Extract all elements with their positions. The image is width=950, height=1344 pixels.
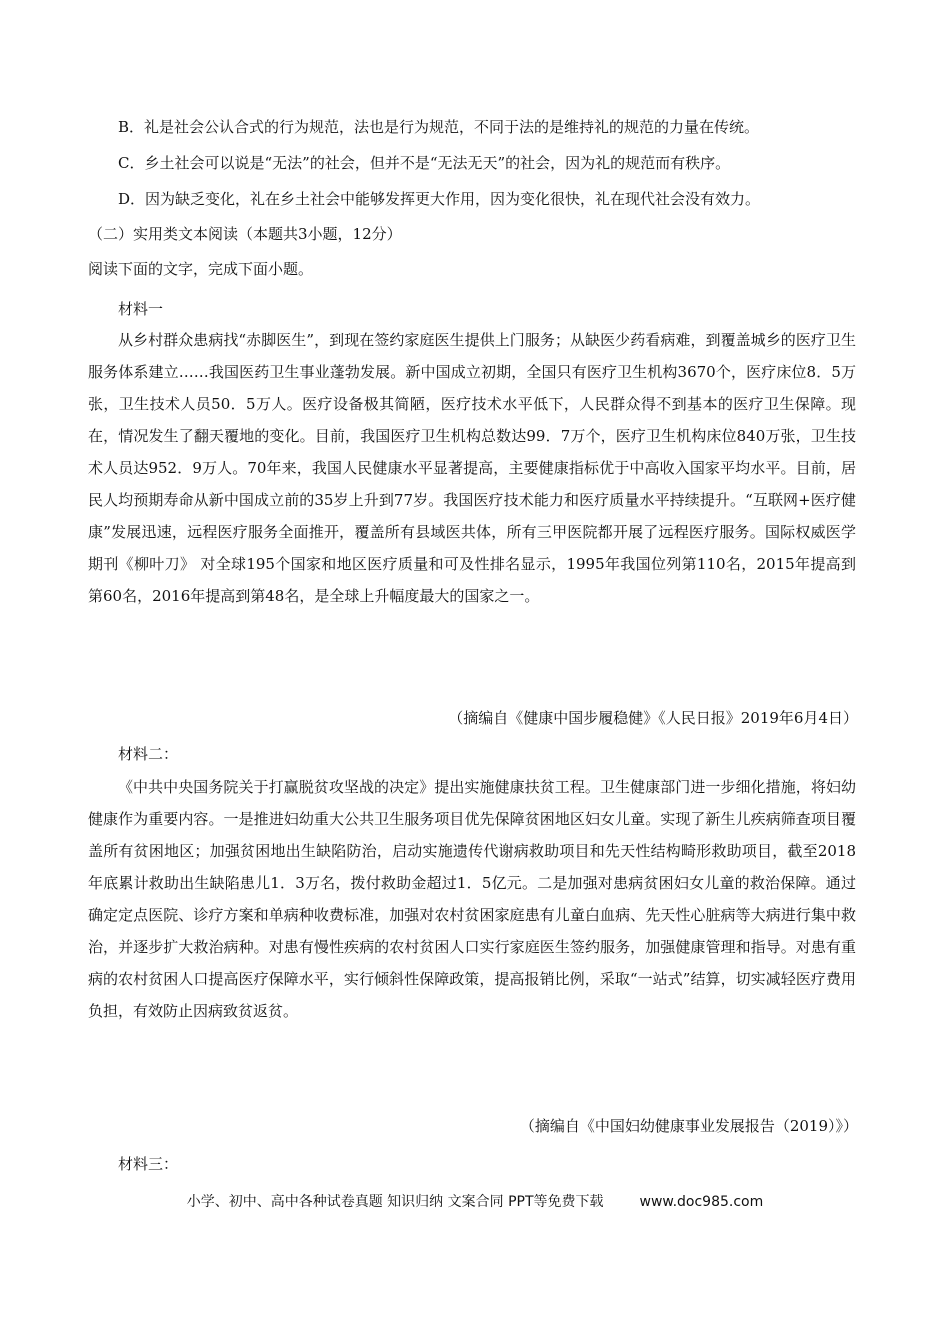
material-3-title: 材料三： (118, 1155, 179, 1173)
material-2-title: 材料二： (118, 745, 179, 763)
material-2-source: （摘编自《中国妇幼健康事业发展报告（2019）》） (519, 1117, 858, 1135)
material-1-title: 材料一 (118, 300, 164, 318)
material-1-source: （摘编自《健康中国步履稳健》《人民日报》2019年6月4日） (448, 709, 858, 727)
page-footer (0, 1192, 950, 1212)
option-d: D．因为缺乏变化，礼在乡土社会中能够发挥更大作用，因为变化很快，礼在现代社会没有效力。 (118, 190, 761, 208)
footer-site-link[interactable]: www.doc985.com (639, 1194, 764, 1210)
section-instruction: 阅读下面的文字，完成下面小题。 (88, 260, 314, 278)
footer-text: 小学、初中、高中各种试卷真题 知识归纳 文案合同 PPT等免费下载 (186, 1194, 604, 1210)
material-2-text: 《中共中央国务院关于打赢脱贫攻坚战的决定》提出实施健康扶贫工程。卫生健康部门进一步细化措施，将妇幼健康作为重要内容。一是推进妇幼重大公共卫生服务项目优先保障贫困地区妇女儿童。实现了新生儿疾病筛查项目覆盖所有贫困地区；加强贫困地出生缺陷防治，启动实施遗传代谢病救助项目和先天性结构畸形救助项目，截至2018年底累计救助出生缺陷患儿1．3万名，拨付救助金超过1．5亿元。二是加强对患病贫困妇女儿童的救治保障。通过确定定点医院、诊疗方案和单病种收费标准，加强对农村贫困家庭患有儿童白血病、先天性心脏病等大病进行集中救治，并逐步扩大救治病种。对患有慢性疾病的农村贫困人口实行家庭医生签约服务，加强健康管理和指导。对患有重病的农村贫困人口提高医疗保障水平，实行倾斜性保障政策，提高报销比例，采取“一站式”结算，切实减轻医疗费用负担，有效防止因病致贫返贫。 (88, 778, 856, 1020)
material-1-text: 从乡村群众患病找“赤脚医生”，到现在签约家庭医生提供上门服务；从缺医少药看病难，到覆盖城乡的医疗卫生服务体系建立……我国医药卫生事业蓬勃发展。新中国成立初期，全国只有医疗卫生机构3670个，医疗床位8．5万张，卫生技术人员50．5万人。医疗设备极其简陋，医疗技术水平低下，人民群众得不到基本的医疗卫生保障。现在，情况发生了翻天覆地的变化。目前，我国医疗卫生机构总数达99．7万个，医疗卫生机构床位840万张，卫生技术人员达952．9万人。70年来，我国人民健康水平显著提高，主要健康指标优于中高收入国家平均水平。目前，居民人均预期寿命从新中国成立前的35岁上升到77岁。我国医疗技术能力和医疗质量水平持续提升。“互联网+医疗健康”发展迅速，远程医疗服务全面推开，覆盖所有县域医共体，所有三甲医院都开展了远程医疗服务。国际权威医学期刊《柳叶刀》 对全球195个国家和地区医疗质量和可及性排名显示，1995年我国位列第110名，2015年提高到第60名，2016年提高到第48名，是全球上升幅度最大的国家之一。 (88, 331, 856, 605)
option-b: B．礼是社会公认合式的行为规范，法也是行为规范，不同于法的是维持礼的规范的力量在传统。 (118, 118, 760, 136)
section-heading: （二）实用类文本阅读（本题共3小题，12分） (88, 225, 402, 243)
option-c: C．乡土社会可以说是“无法”的社会，但并不是“无法无天”的社会，因为礼的规范而有秩序。 (118, 154, 731, 172)
